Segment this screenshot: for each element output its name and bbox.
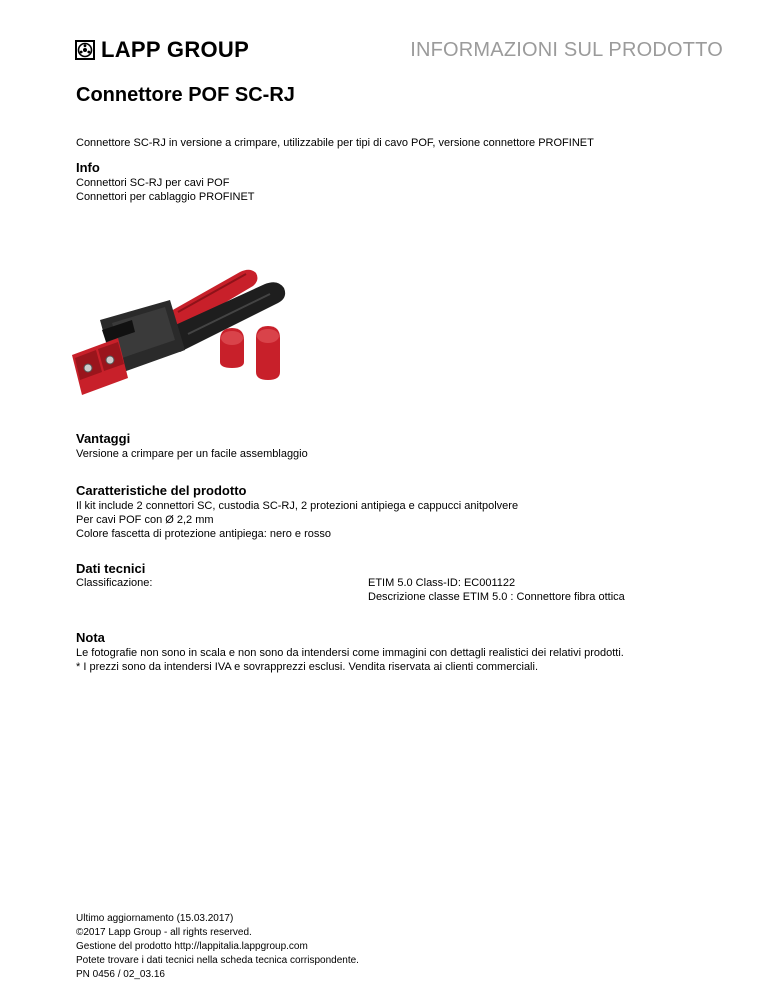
footer-product-management: Gestione del prodotto http://lappitalia.lappgroup.com [76, 941, 308, 952]
classificazione-value: Descrizione classe ETIM 5.0 : Connettore fibra ottica [368, 591, 625, 603]
caratteristiche-line: Il kit include 2 connettori SC, custodia SC-RJ, 2 protezioni antipiega e cappucci anitpolvere [76, 500, 519, 512]
info-line: Connettori per cablaggio PROFINET [76, 191, 255, 203]
footer-datasheet-note: Potete trovare i dati tecnici nella scheda tecnica corrispondente. [76, 955, 359, 966]
caratteristiche-heading: Caratteristiche del prodotto [76, 483, 247, 498]
lapp-group-logo [75, 38, 249, 62]
nota-line: * I prezzi sono da intendersi IVA e sovrapprezzi esclusi. Vendita riservata ai clienti commerciali. [76, 661, 539, 673]
nota-line: Le fotografie non sono in scala e non sono da intendersi come immagini con dettagli realistici dei relativi prodotti. [76, 647, 624, 659]
classificazione-value: ETIM 5.0 Class-ID: EC001122 [368, 577, 516, 589]
dati-tecnici-heading: Dati tecnici [76, 561, 146, 576]
classificazione-label: Classificazione: [76, 577, 153, 589]
vantaggi-heading: Vantaggi [76, 431, 131, 446]
product-description: Connettore SC-RJ in versione a crimpare, utilizzabile per tipi di cavo POF, versione connettore PROFINET [76, 137, 594, 149]
caratteristiche-line: Per cavi POF con Ø 2,2 mm [76, 514, 214, 526]
nota-heading: Nota [76, 630, 105, 645]
logo-text [101, 38, 249, 62]
footer-part-number: PN 0456 / 02_03.16 [76, 969, 165, 980]
logo-word-group: GROUP [166, 37, 250, 62]
vantaggi-line: Versione a crimpare per un facile assemblaggio [76, 448, 308, 460]
info-line: Connettori SC-RJ per cavi POF [76, 177, 230, 189]
lapp-logo-icon [75, 40, 95, 60]
footer-last-update: Ultimo aggiornamento (15.03.2017) [76, 913, 234, 924]
logo-word-lapp: LAPP [101, 37, 161, 62]
footer-copyright: ©2017 Lapp Group - all rights reserved. [76, 927, 252, 938]
product-image [60, 260, 300, 430]
header-title: INFORMAZIONI SUL PRODOTTO [410, 39, 723, 61]
product-title: Connettore POF SC-RJ [76, 84, 295, 106]
caratteristiche-line: Colore fascetta di protezione antipiega: nero e rosso [76, 528, 331, 540]
info-heading: Info [76, 160, 100, 175]
